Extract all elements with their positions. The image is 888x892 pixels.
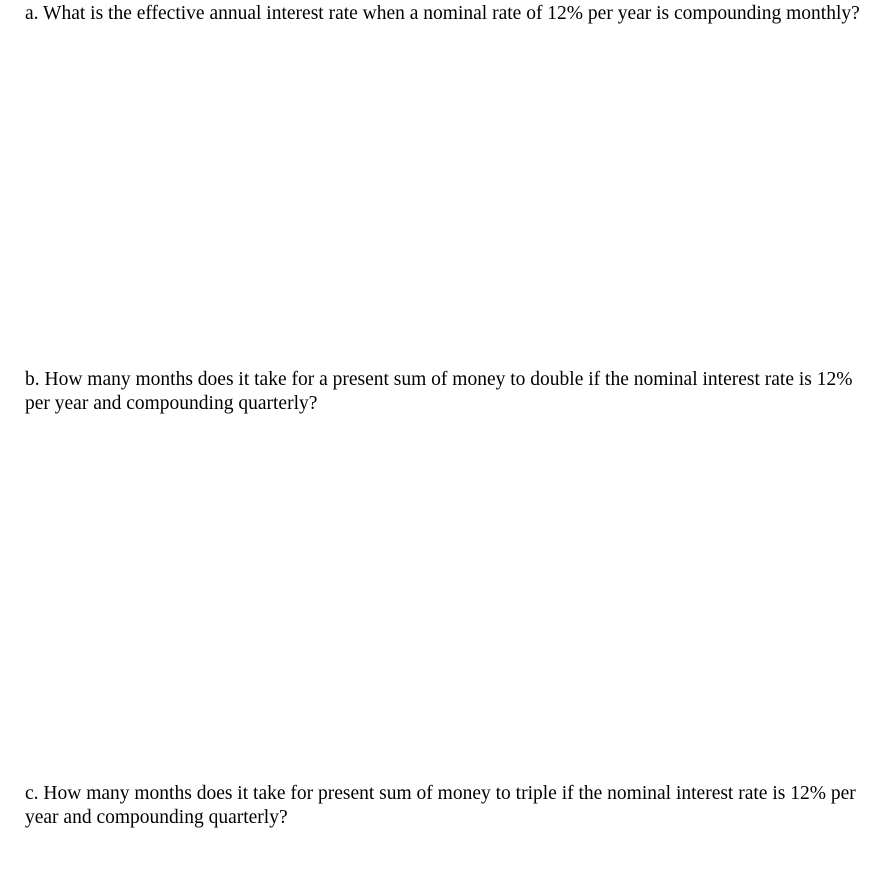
question-c: c. How many months does it take for present sum of money to triple if the nominal interest rate is 12% per year and compounding quarterly? [25, 783, 856, 828]
question-b: b. How many months does it take for a present sum of money to double if the nominal interest rate is 12% per year and compounding quarterly? [25, 369, 853, 414]
answer-space-a [25, 60, 860, 360]
answer-space-b [25, 426, 860, 776]
question-a: a. What is the effective annual interest rate when a nominal rate of 12% per year is compounding monthly? [25, 3, 860, 24]
